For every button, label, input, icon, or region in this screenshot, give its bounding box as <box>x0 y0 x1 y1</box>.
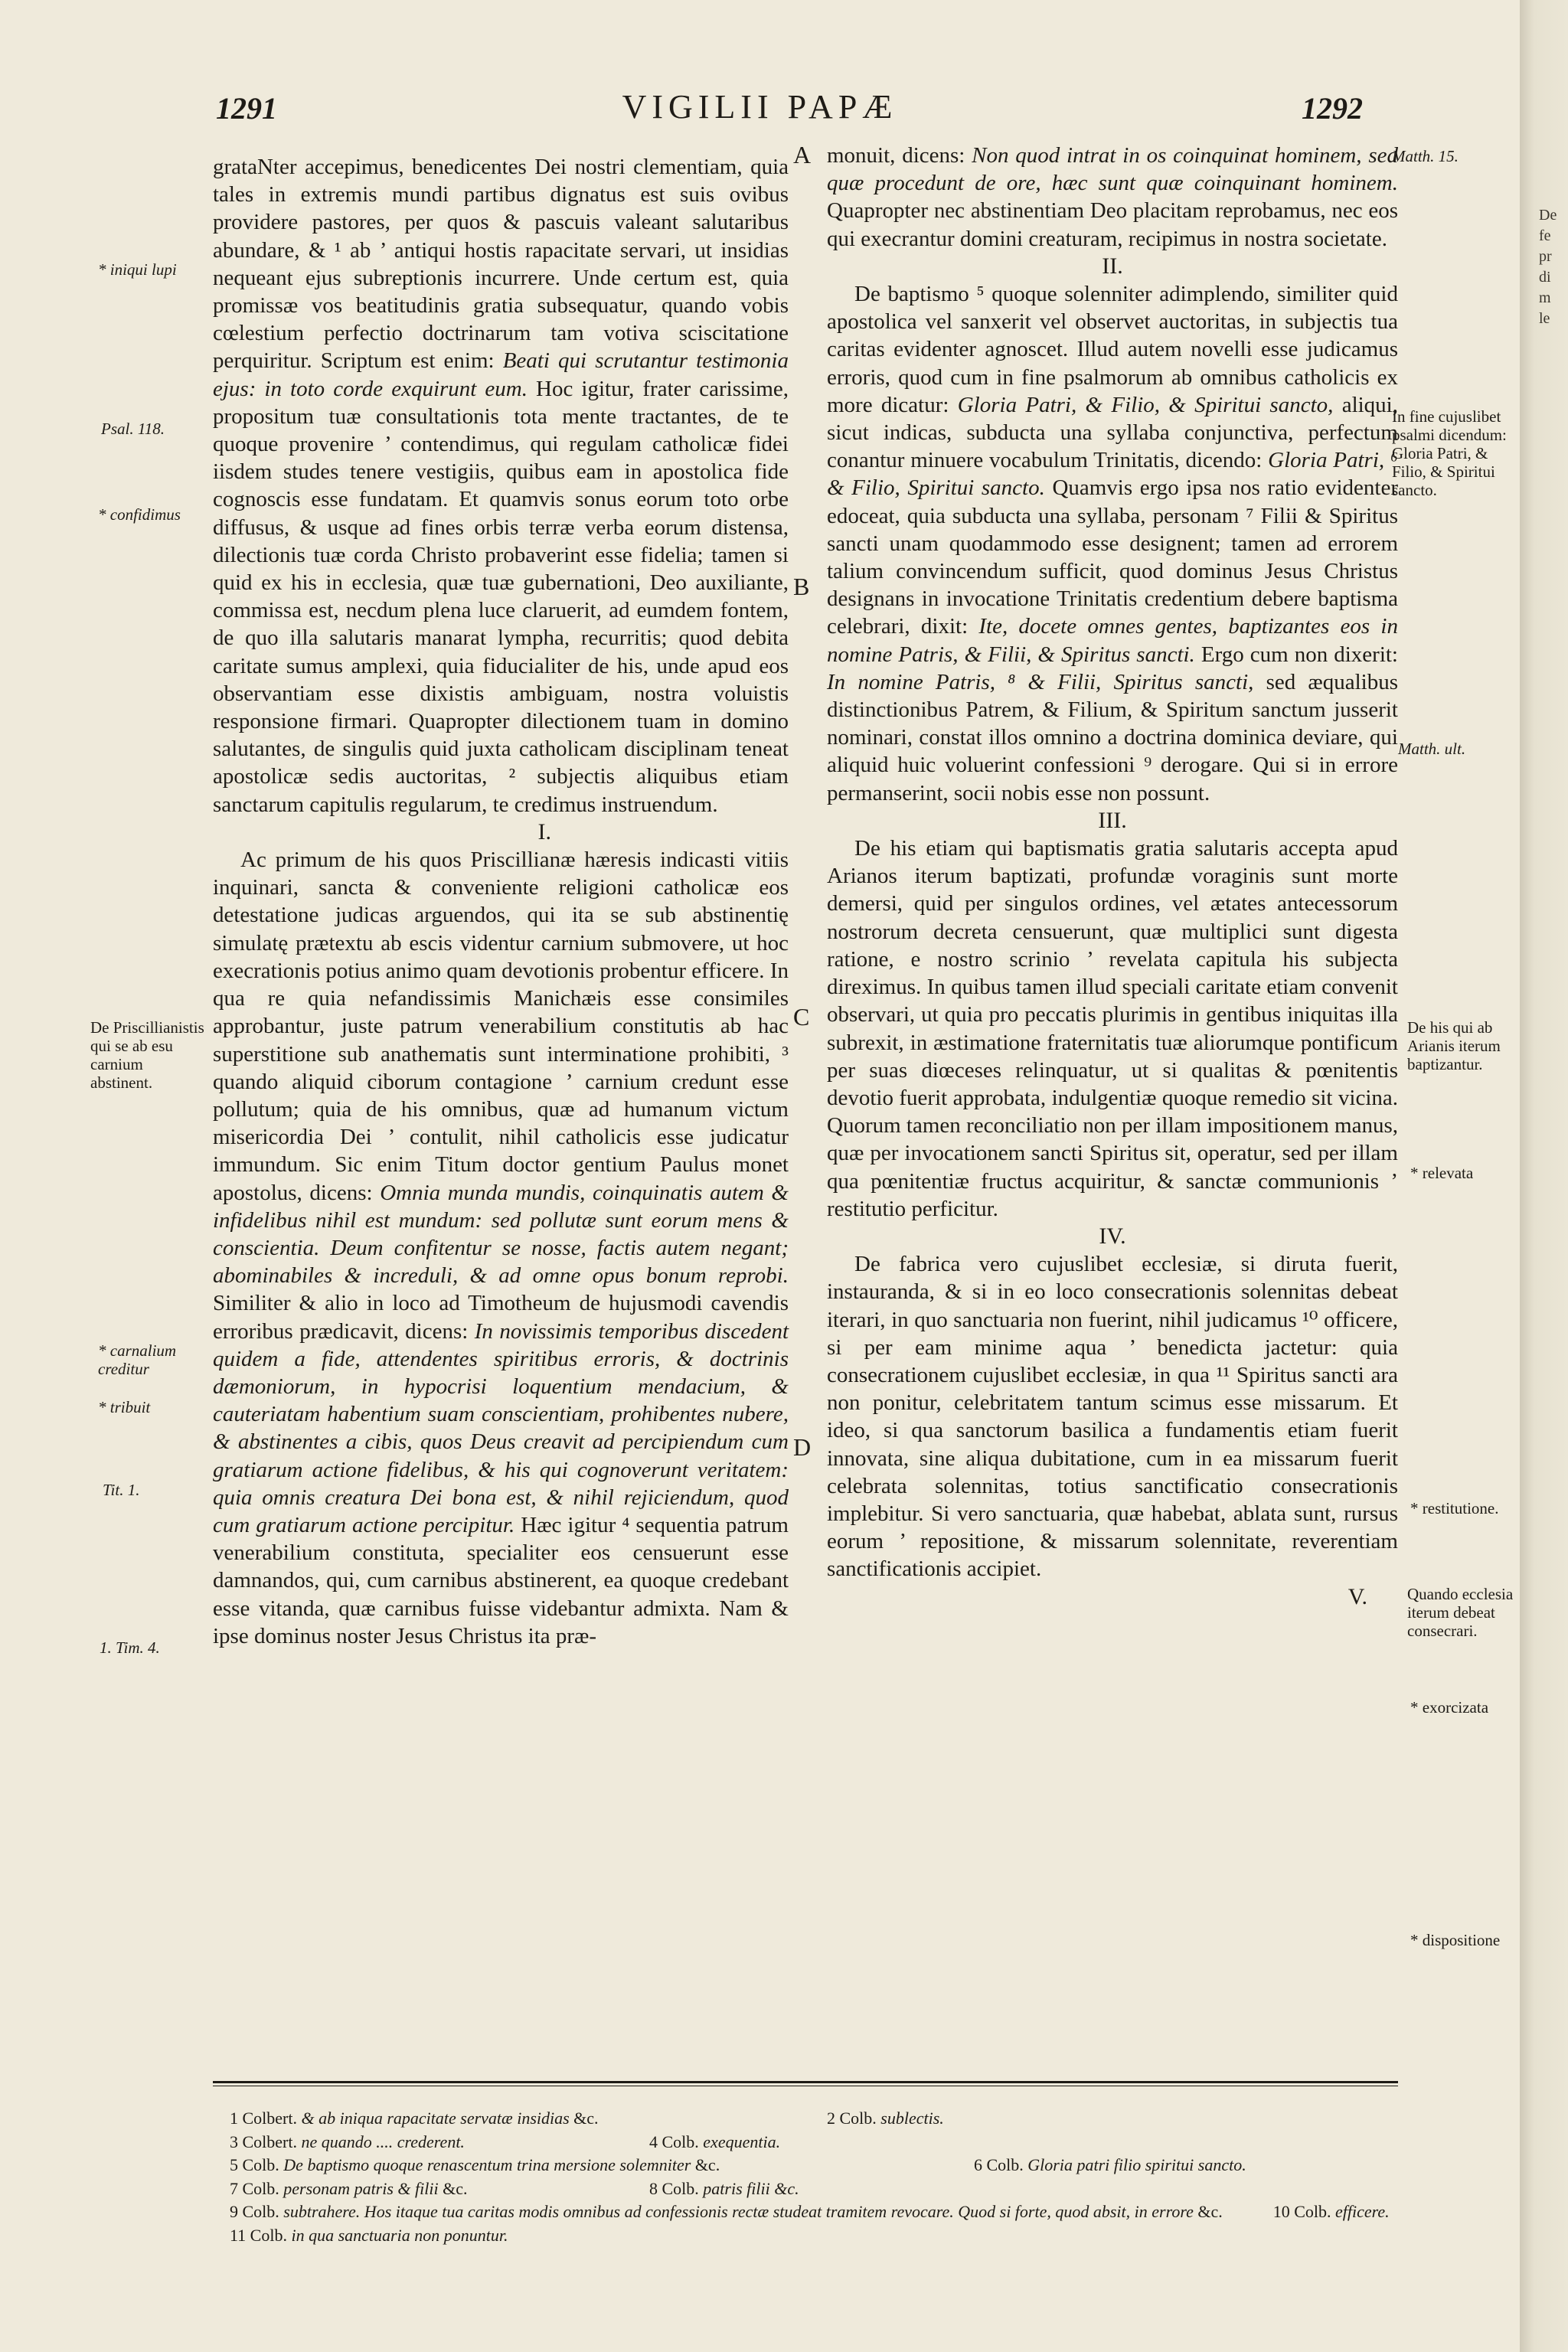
italic-quotation: Ite, docete omnes gentes, baptizantes eos in nomine Patris, & Filii, & Spiritus sancti. <box>827 614 1398 667</box>
left-column <box>213 153 789 1650</box>
margin-note: 1. Tim. 4. <box>100 1638 160 1657</box>
section-number: III. <box>1098 807 1127 833</box>
text-run: aliqui, sicut indicas, subducta una syllaba conjunctiva, perfectum conantur minuere vocabulum Trinitatis, dicendo: <box>827 392 1398 473</box>
paragraph <box>827 835 1398 1223</box>
right-column <box>827 142 1398 1611</box>
margin-note: * carnalium creditur <box>98 1341 177 1378</box>
margin-note: Matth. ult. <box>1398 740 1466 758</box>
footnote-line: 1 Colbert. & ab iniqua rapacitate servatæ insidias &c. 2 Colb. sublectis. <box>230 2109 944 2128</box>
text-run: grataNter accepimus, benedicentes Dei nostri clementiam, quia tales in extremis mundi partibus dignatus est suis ovibus providere pastores, per quos & pascuis valeant salutaribus abundare, & <box>213 155 789 263</box>
italic-quotation: Non quod intrat in os coinquinat hominem, sed quæ procedunt de ore, hæc sunt quæ coinquinant hominem. <box>827 143 1398 196</box>
footnote-line: 5 Colb. De baptismo quoque renascentum trina mersione solemniter &c. 6 Colb. Gloria patri filio spiritui sancto. <box>230 2155 1246 2174</box>
fragment-line: pr <box>1539 248 1552 265</box>
section-number: IV. <box>1099 1223 1126 1249</box>
margin-note: Matth. 15. <box>1392 147 1459 165</box>
fragment-line: di <box>1539 269 1551 286</box>
page-number-left: 1291 <box>216 91 277 126</box>
margin-note: * exorcizata <box>1410 1698 1489 1717</box>
column-letter-b: B <box>793 573 810 600</box>
margin-note: * dispositione <box>1410 1931 1501 1949</box>
margin-note: In fine cujuslibet psalmi dicendum: Gloria Patri, & Filio, & Spiritui sancto. <box>1392 407 1507 499</box>
text-run: Hoc igitur, frater carissime, propositum tuæ consultationis tota mente tractantes, de te quoque provenire ’ contendimus, qui regulam catholicæ fidei iisdem studes tenere vestigiis, quibus eam in apostolica fide cognoscis esse fundatam. Et quamvis sonus eorum toto orbe diffusus, & usque ad fines orbis terræ verba eorum distensa, dilectionis tuæ corda Christo probaverint esse fidelia; tamen si quid ex his in ecclesia, quæ tuæ gubernationi, Deo auxiliante, commissa est, necdum plena luce claruerit, ad eumdem fontem, de quo illa salutaris manarat lympha, recurritis; quod debita caritate sumus amplexi, quia fiducialiter de his, unde apud eos observantiam esse dixistis ambiguam, nostra voluistis responsione firmari. Quapropter dilectionem tuam in domino salutantes, de singulis quid juxta catholicam disciplinam teneat apostolicæ sedis auctoritas, ² subjectis aliquibus etiam sanctarum capitulis regularum, te credimus instruendum. <box>213 376 789 817</box>
fragment-line: le <box>1539 310 1550 327</box>
text-run: Ergo cum non dixerit: <box>1194 642 1398 667</box>
text-run: De his etiam qui baptismatis gratia salutaris accepta apud Arianos iterum baptizati, profundæ voraginis sunt morte demersi, quid per singulos ordines, vel ætates antecessorum nostrorum decreta censuerunt, quæ multiplici sunt digesta ratione, e nostro scrinio ’ revelata capitula his subjecta direximus. In quibus tamen illud speciali caritate etiam convenit observari, ut quia pro peccatis plurimis in gentibus iniquitas illa subrexit, in æstimatione fraternitatis tuæ aliorumque pontificum per suas diœceses relinquatur, ut si qualitas & pœnitentis devotio fuerit approbata, indulgentiæ quoque remedio sit vicina. Quorum tamen reconciliatio non per illam impositionem manus, quæ per invocationem sancti Spiritus sit, operatur, sed per illam qua pœnitentiæ fructus acquiritur, & sanctæ communionis ’ restitutio perficitur. <box>827 836 1398 1221</box>
margin-note: * iniqui lupi <box>98 260 177 279</box>
page-number-right: 1292 <box>1302 91 1363 126</box>
text-run: De fabrica vero cujuslibet ecclesiæ, si diruta fuerit, instauranda, & si in eo loco consecrationis solennitas debeat iterari, in quo sanctuaria non fuerint, nihil judicamus ¹⁰ officere, si per eam minime aqua ’ benedicta jactetur: quia consecrationem cujuslibet ecclesiæ, in qua ¹¹ Spiritus sancti ara non ponitur, celebritatem tantum scimus esse missarum. Et ideo, si qua sanctorum basilica a fundamentis etiam fuerit innovata, sine aliqua dubitatione, cum in ea missarum fuerit celebrata solennitas, totius sanctificatio consecrationis implebitur. Si vero sanctuaria, quæ habebat, ablata sunt, rursus eorum ’ repositione, & missarum solennitate, reverentiam sanctificationis accipiet. <box>827 1252 1398 1582</box>
margin-note: De Priscillianistis qui se ab esu carnium abstinent. <box>90 1018 204 1092</box>
italic-quotation: Beati qui scrutantur testimonia ejus: in toto corde exquirunt eum. <box>213 348 789 401</box>
footnote-line: 7 Colb. personam patris & filii &c. 8 Colb. patris filii &c. <box>230 2178 799 2198</box>
fragment-line: fe <box>1539 227 1551 244</box>
section-number: I. <box>537 818 551 844</box>
italic-quotation: Omnia munda mundis, coinquinatis autem & infidelibus nihil est mundum: sed pollutæ sunt eorum mens & conscientia. Deum confitentur se nosse, factis autem negant; abominabiles & increduli, & ad omne opus bonum reprobi. <box>213 1180 789 1289</box>
footnotes <box>230 2107 1424 2247</box>
margin-note: * confidimus <box>98 505 181 524</box>
text-run: Hæc igitur ⁴ sequentia patrum venerabilium constituta, specialiter eos censuerunt esse damnandos, qui, cum carnibus abstinerent, ea quoque credebant esse vitanda, quæ carnibus fuisse videbantur admixta. Nam & ipse dominus noster Jesus Christus ita præ- <box>213 1512 789 1648</box>
margin-note: * tribuit <box>98 1398 151 1416</box>
footnote-line: 9 Colb. subtrahere. Hos itaque tua caritas modis omnibus ad confessionis rectæ studeat tramitem revocare. Quod si forte, quod absit, in errore &c. 10 Colb. efficere. <box>230 2202 1390 2221</box>
footnote-rule <box>213 2081 1398 2083</box>
text-run: Quapropter nec abstinentiam Deo placitam reprobamus, nec eos qui execrantur domini creaturam, recipimus in nostra societate. <box>827 198 1398 251</box>
column-letter-a: A <box>793 141 812 168</box>
text-run: Quamvis ergo ipsa nos ratio evidenter edoceat, quia subducta una syllaba, personam ⁷ Filii & Spiritus sancti unam quodammodo esse designent; tamen ad errorem talium convincendum sufficit, quod dominus Jesus Christus designans in invocatione Trinitatis credentium debere baptisma celebrari, dixit: <box>827 475 1399 639</box>
paragraph <box>213 153 789 818</box>
italic-quotation: Gloria Patri, & Filio, & Spiritui sancto, <box>957 392 1334 417</box>
fragment-line: De <box>1539 207 1557 224</box>
fragment-line: m <box>1539 289 1551 306</box>
margin-note: Tit. 1. <box>103 1481 140 1499</box>
paragraph <box>213 846 789 1650</box>
paragraph <box>827 142 1398 253</box>
margin-note: De his qui ab Arianis iterum baptizantur. <box>1407 1018 1501 1073</box>
italic-quotation: In nomine Patris, ⁸ & Filii, Spiritus sancti, <box>827 669 1254 694</box>
italic-quotation: In novissimis temporibus discedent quidem a fide, attendentes spiritibus erroris, & doctrinis dæmoniorum, in hypocrisi loquentium mendacium, & cauteriatam habentium suam conscientiam, prohibentes nubere, & abstinentes a cibis, quos Deus creavit ad percipiendum cum gratiarum actione fidelibus, & his qui cognoverunt veritatem: quia omnis creatura Dei bona est, & nihil rejiciendum, quod cum gratiarum actione percipitur. <box>213 1318 789 1537</box>
next-page-edge <box>1520 0 1568 2352</box>
paragraph <box>827 280 1398 807</box>
paragraph <box>827 1250 1398 1583</box>
running-title: VIGILII PAPÆ <box>622 88 898 126</box>
margin-note: * restitutione. <box>1410 1499 1499 1517</box>
margin-note: * relevata <box>1410 1164 1474 1182</box>
text-run: De baptismo ⁵ quoque solenniter adimplendo, similiter quid apostolica vel sanxerit vel observet auctoritas, in subjectis tua caritas evidenter agnoscet. Illud autem novelli esse judicamus erroris, quod cum in fine psalmorum ab omnibus catholicis ex more dicatur: <box>827 282 1398 417</box>
text-run: monuit, dicens: <box>827 143 972 168</box>
italic-quotation: Gloria Patri, ⁶ & Filio, Spiritui sancto. <box>827 448 1398 501</box>
text-run: sed æqualibus distinctionibus Patrem, & Filium, & Spiritum sanctum jusserit nominari, constat illos omnino a doctrina dominica deviare, qui aliquid huic voluerint confessioni ⁹ derogare. Qui si in errore permanserint, socii nobis esse non possunt. <box>827 669 1398 805</box>
section-number: V. <box>1348 1583 1367 1609</box>
section-number: II. <box>1102 253 1123 279</box>
text-run: Similiter & alio in loco ad Timotheum de hujusmodi cavendis erroribus prædicavit, dicens: <box>213 1291 789 1344</box>
margin-note: Quando ecclesia iterum debeat consecrari. <box>1407 1585 1514 1640</box>
column-letter-d: D <box>793 1433 812 1461</box>
text-run: ¹ ab ’ antiqui hostis rapacitate servari, ut insidias nequeant ejus subreptionis incurrere. Unde certum est, quia promissæ vos beatitudinis gratia subsequatur, quando vobis cœlestium perfectio doctrinarum tam votiva sciscitatione perquiritur. Scriptum est enim: <box>213 237 789 374</box>
footnote-line: 3 Colbert. ne quando .... crederent. 4 Colb. exequentia. <box>230 2132 781 2151</box>
footnote-line: 11 Colb. in qua sanctuaria non ponuntur. <box>230 2225 508 2245</box>
margin-note: Psal. 118. <box>101 420 165 438</box>
text-run: Ac primum de his quos Priscillianæ hæresis indicasti vitiis inquinari, sancta & conveniente religioni catholicæ eos detestatione judicas arguendos, qui ita se sub abstinentię simulatę prætextu ab escis videntur carnium submovere, ut hoc execrationis potius animo quam devotionis probentur efficere. In qua re quia nefandissimis Manichæis esse consimiles approbantur, juste patrum venerabilium constitutis ab hac superstitione sub anathematis sunt interminatione prohibiti, ³ quando aliquid ciborum contagione ’ carnium credunt esse pollutum; quia de his omnibus, quæ ad humanum victum misericordia Dei ’ contulit, nihil catholicis esse judicatur immundum. Sic enim Titum doctor gentium Paulus monet apostolus, dicens: <box>213 848 789 1205</box>
next-page-fragment <box>1539 205 1568 329</box>
column-letter-c: C <box>793 1003 810 1031</box>
